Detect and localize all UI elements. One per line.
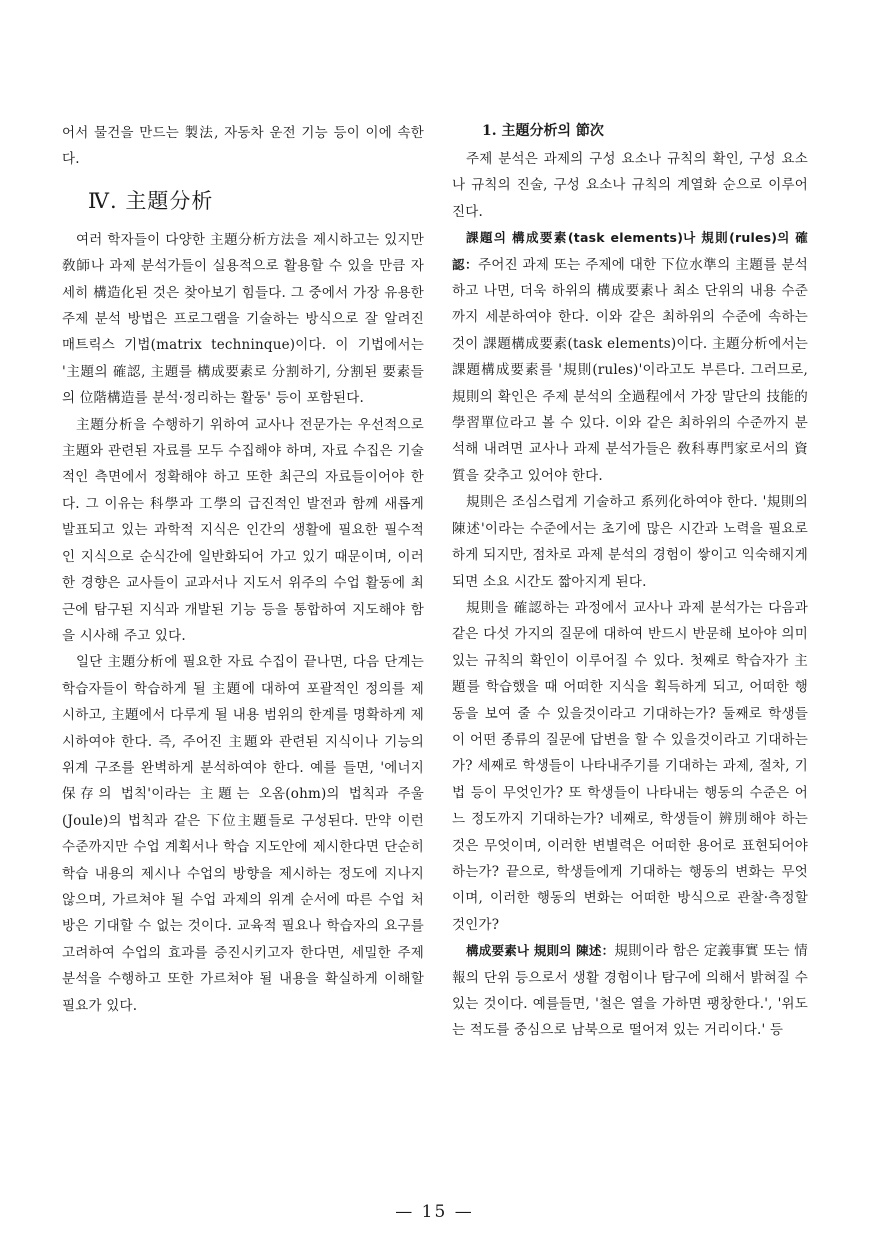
paragraph-five-questions: 規則을 確認하는 과정에서 교사나 과제 분석가는 다음과 같은 다섯 가지의 질문에 대하여 반드시 반문해 보아야 의미 있는 규칙의 확인이 이루어질 수 있다. 첫째로 학습자가 主題를 학습했을 때 어떠한 지식을 획득하게 되고, 어떠한 행동을 보여 줄 수 있을것이라고 기대하는가? 둘째로 학생들이 어떤 종류의 질문에 답변을 할 수 있을것이라고 기대하는가? 세째로 학생들이 나타내주기를 기대하는 과제, 절차, 기법 등이 무엇인가? 또 학생들이 나타내는 행동의 수준은 어느 정도까지 기대하는가? 네째로, 학생들이 辨別해야 하는 것은 무엇이며, 이러한 변별력은 어떠한 용어로 표현되어야 하는가? 끝으로, 학생들에게 기대하는 행동의 변화는 무엇이며, 이러한 행동의 변화는 어떠한 방식으로 관찰·측정할 것인가? bbox=[452, 599, 808, 933]
rule-identification-heading: 課題의 構成要素(task elements)나 規則(rules)의 確認： bbox=[452, 230, 808, 272]
paragraph-rule-identification bbox=[452, 225, 808, 489]
paragraph-hierarchy-analysis: 일단 主題分析에 필요한 자료 수집이 끝나면, 다음 단계는 학습자들이 학습하게 될 主題에 대하여 포괄적인 정의를 제시하고, 主題에서 다루게 될 내용 범위의 한계를 명확하게 제시하여야 한다. 즉, 주어진 主題와 관련된 지식이나 기능의 위계 구조를 완벽하게 분석하여야 한다. 예를 들면, '에너지 保存의 법칙'이라는 主題는 오옴(ohm)의 법칙과 주울(Joule)의 법칙과 같은 下位主題들로 구성된다. 만약 이런 수준까지만 수업 계획서나 학습 지도안에 제시한다면 단순히 학습 내용의 제시나 수업의 방향을 제시하는 정도에 지나지 않으며, 가르쳐야 될 수업 과제의 위계 순서에 따른 수업 처방은 기대할 수 없는 것이다. 교육적 필요나 학습자의 요구를 고려하여 수업의 효과를 증진시키고자 한다면, 세밀한 주제 분석을 수행하고 또한 가르쳐야 될 내용을 확실하게 이해할 필요가 있다. bbox=[62, 654, 424, 1014]
paragraph-procedure-overview: 주제 분석은 과제의 구성 요소나 규칙의 확인, 구성 요소나 규칙의 진술, 구성 요소나 규칙의 계열화 순으로 이루어진다. bbox=[452, 151, 808, 220]
paragraph-rule-description bbox=[452, 938, 808, 1044]
section-title: Ⅳ. 主題分析 bbox=[88, 188, 214, 213]
rule-description-heading: 構成要素나 規則의 陳述： bbox=[466, 943, 615, 959]
right-column bbox=[452, 120, 808, 1044]
page-number: — 15 — bbox=[395, 1202, 474, 1222]
rule-identification-body: 주어진 과제 또는 주제에 대한 下位水準의 主題를 분석하고 나면, 더욱 하위의 構成要素나 최소 단위의 내용 수준까지 세분하여야 한다. 이와 같은 최하위의 수준에 속하는 것이 課題構成要素(task elements)이다. 主題分析에서는 課題構成要素를 '規則(rules)'이라고도 부른다. 그러므로, 規則의 확인은 주제 분석의 全過程에서 가장 말단의 技能的學習單位라고 볼 수 있다. 이와 같은 최하위의 수준까지 분석해 내려면 교사나 과제 분석가들은 敎科專門家로서의 資質을 갖추고 있어야 한다. bbox=[452, 256, 809, 484]
paragraph-data-collection: 主題分析을 수행하기 위하여 교사나 전문가는 우선적으로 主題와 관련된 자료를 모두 수집해야 하며, 자료 수집은 기술적인 측면에서 정확해야 하고 또한 최근의 자료들이어야 한다. 그 이유는 科學과 工學의 급진적인 발전과 함께 새롭게 발표되고 있는 과학적 지식은 인간의 생활에 필요한 필수적인 지식으로 순식간에 일반화되어 가고 있기 때문이며, 이러한 경향은 교사들이 교과서나 지도서 위주의 수업 활동에 최근에 탐구된 지식과 개발된 기능 등을 통합하여 지도해야 함을 시사해 주고 있다. bbox=[62, 416, 424, 644]
paragraph-matrix-technique: 여러 학자들이 다양한 主題分析方法을 제시하고는 있지만 敎師나 과제 분석가들이 실용적으로 활용할 수 있을 만큼 자세히 構造化된 것은 찾아보기 힘들다. 그 중에서 가장 유용한 주제 분석 방법은 프로그램을 기술하는 방식으로 잘 알려진 매트릭스 기법(matrix techninque)이다. 이 기법에서는 '主題의 確認, 主題를 構成要素로 分割하기, 分割된 要素들의 位階構造를 분석·정리하는 활동' 등이 포함된다. bbox=[62, 231, 424, 407]
left-column bbox=[62, 120, 424, 1019]
continued-paragraph: 어서 물건을 만드는 製法, 자동차 운전 기능 등이 이에 속한다. bbox=[62, 125, 424, 168]
subsection-title: 1. 主題分析의 節次 bbox=[482, 123, 604, 139]
paragraph-rule-statement: 規則은 조심스럽게 기술하고 系列化하여야 한다. '規則의 陳述'이라는 수준에서는 초기에 많은 시간과 노력을 필요로 하게 되지만, 점차로 과제 분석의 경험이 쌓이고 익숙해지게 되면 소요 시간도 짧아지게 된다. bbox=[452, 494, 808, 590]
rule-description-body: 規則이라 함은 定義事實 또는 情報의 단위 등으로서 생활 경험이나 탐구에 의해서 밝혀질 수 있는 것이다. 예를들면, '철은 열을 가하면 팽창한다.', '위도는 적도를 중심으로 남북으로 떨어져 있는 거리이다.' 등 bbox=[452, 943, 808, 1039]
